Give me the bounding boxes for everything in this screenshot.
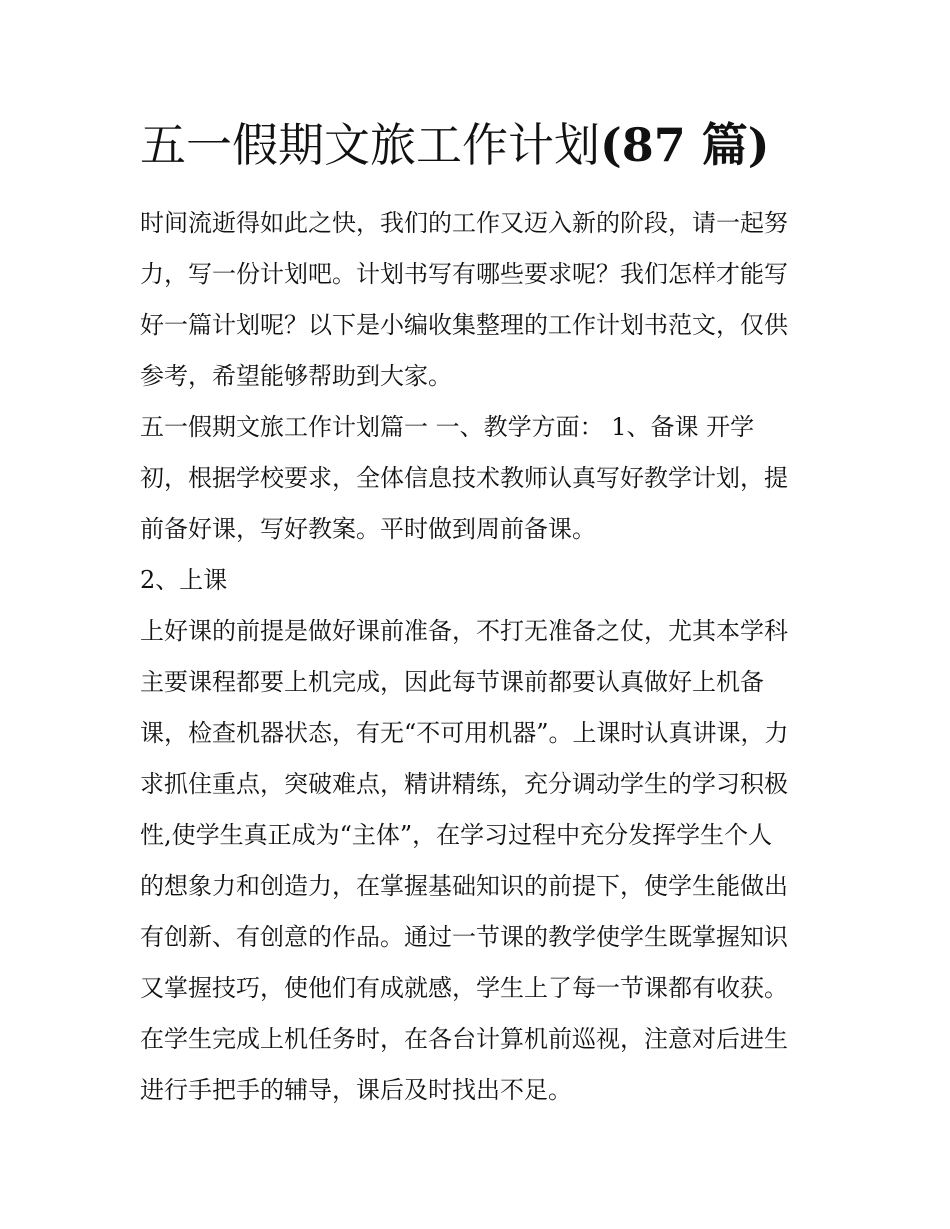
- text-line: 好一篇计划呢？以下是小编收集整理的工作计划书范文，仅供: [140, 311, 788, 339]
- text-line: 又掌握技巧，使他们有成就感，学生上了每一节课都有收获。: [140, 974, 788, 1002]
- paragraph-section-1: [140, 402, 812, 555]
- text-line: 时间流逝得如此之快，我们的工作又迈入新的阶段，请一起努: [140, 209, 788, 237]
- text-line: 求抓住重点，突破难点，精讲精练，充分调动学生的学习积极: [140, 770, 788, 798]
- text-line: 前备好课，写好教案。平时做到周前备课。: [140, 515, 596, 543]
- text-line: 初，根据学校要求，全体信息技术教师认真写好教学计划，提: [140, 464, 788, 492]
- document-title: [140, 112, 830, 178]
- text-line: 参考，希望能够帮助到大家。: [140, 362, 452, 390]
- title-main: 五一假期文旅工作计划: [140, 118, 600, 172]
- text-line: 有创新、有创意的作品。通过一节课的教学使学生既掌握知识: [140, 923, 788, 951]
- paragraph-intro: [140, 198, 812, 402]
- document-body: [140, 198, 812, 1116]
- text-line: 主要课程都要上机完成，因此每节课前都要认真做好上机备: [140, 668, 764, 696]
- text-line: 五一假期文旅工作计划篇一 一、教学方面： 1、备课 开学: [140, 413, 755, 441]
- text-line: 2、上课: [140, 566, 228, 594]
- text-line: 的想象力和创造力，在掌握基础知识的前提下，使学生能做出: [140, 872, 788, 900]
- text-line: 上好课的前提是做好课前准备，不打无准备之仗，尤其本学科: [140, 617, 788, 645]
- text-line: 力，写一份计划吧。计划书写有哪些要求呢？我们怎样才能写: [140, 260, 788, 288]
- text-line: 性,使学生真正成为“主体”，在学习过程中充分发挥学生个人: [140, 821, 773, 849]
- text-line: 进行手把手的辅导，课后及时找出不足。: [140, 1076, 572, 1104]
- title-suffix: (87 篇): [600, 118, 770, 172]
- paragraph-heading-class: [140, 555, 812, 606]
- text-line: 课，检查机器状态，有无“不可用机器”。上课时认真讲课，力: [140, 719, 789, 747]
- text-line: 在学生完成上机任务时，在各台计算机前巡视，注意对后进生: [140, 1025, 788, 1053]
- paragraph-class-content: [140, 606, 812, 1116]
